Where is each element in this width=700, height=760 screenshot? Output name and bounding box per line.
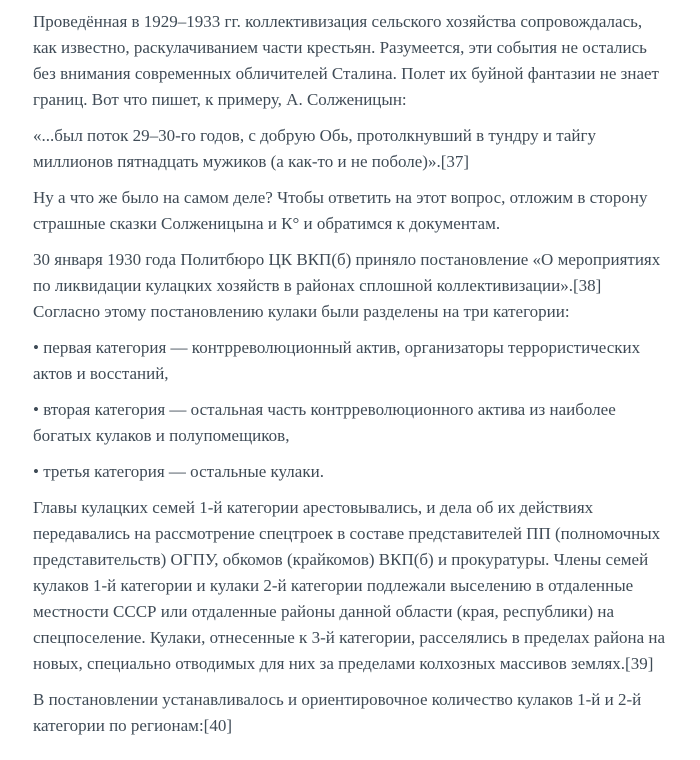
- paragraph-regions-intro: В постановлении устанавливалось и ориентировочное количество кулаков 1-й и 2-й категории по регионам:[40]: [33, 690, 642, 735]
- bullet-category-1: • первая категория — контрреволюционный актив, организаторы террористических актов и восстаний,: [33, 338, 641, 383]
- quote-solzhenitsyn: «...был поток 29–30-го годов, с добрую Обь, протолкнувший в тундру и тайгу миллионов пятнадцать мужиков (а как-то и не поболе)».[37]: [33, 126, 596, 171]
- paragraph-intro: Проведённая в 1929–1933 гг. коллективизация сельского хозяйства сопровождалась, как известно, раскулачиванием части крестьян. Разумеется, эти события не остались без внимания современных обличителей Сталина. Полет их буйной фантазии не знает границ. Вот что пишет, к примеру, А. Солженицын:: [33, 12, 659, 109]
- bullet-category-2: • вторая категория — остальная часть контрреволюционного актива из наиболее богатых кулаков и полупомещиков,: [33, 400, 616, 445]
- paragraph-rebuttal: Ну а что же было на самом деле? Чтобы ответить на этот вопрос, отложим в сторону страшные сказки Солженицына и К° и обратимся к документам.: [33, 188, 648, 233]
- bullet-category-3: • третья категория — остальные кулаки.: [33, 462, 324, 481]
- paragraph-categories-fate: Главы кулацких семей 1-й категории арестовывались, и дела об их действиях передавались на рассмотрение спецтроек в составе представителей ПП (полномочных представительств) ОГПУ, обкомов (крайкомов) ВКП(б) и прокуратуры. Члены семей кулаков 1-й категории и кулаки 2-й категории подлежали выселению в отдаленные местности СССР или отдаленные районы данной области (края, республики) на спецпоселение. Кулаки, отнесенные к 3-й категории, расселялись в пределах района на новых, специально отводимых для них за пределами колхозных массивов землях.[39]: [33, 498, 666, 673]
- paragraph-decree: 30 января 1930 года Политбюро ЦК ВКП(б) приняло постановление «О мероприятиях по ликвидации кулацких хозяйств в районах сплошной коллективизации».[38] Согласно этому постановлению кулаки были разделены на три категории:: [33, 250, 661, 321]
